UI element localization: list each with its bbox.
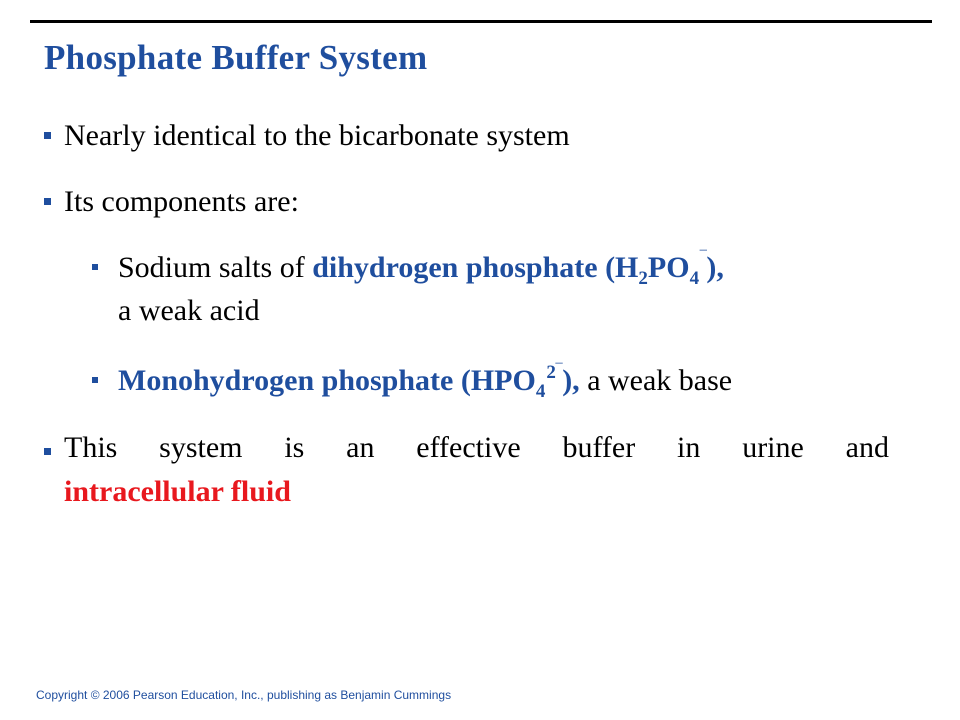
sub-bullet-line2: a weak acid xyxy=(118,294,260,327)
copyright-footer: Copyright © 2006 Pearson Education, Inc., publishing as Benjamin Cummings xyxy=(36,688,452,702)
term-text: Monohydrogen phosphate (HPO xyxy=(118,364,536,397)
sub-bullet-dihydrogen xyxy=(118,249,724,289)
dihydrogen-phosphate-term xyxy=(312,249,724,289)
word: system xyxy=(159,431,243,464)
bullet-nearly-identical xyxy=(64,118,570,154)
term-po: PO xyxy=(647,251,690,284)
bullet-text: Its components are: xyxy=(64,185,299,218)
sub-bullet-marker xyxy=(92,264,98,270)
bullet-marker xyxy=(44,198,51,205)
word: and xyxy=(845,431,889,464)
word: an xyxy=(346,431,375,464)
sub-bullet-marker xyxy=(92,377,98,383)
word: This xyxy=(64,431,118,464)
bullet-effective-buffer-line2 xyxy=(64,474,291,510)
sub-bullet-monohydrogen xyxy=(118,362,733,402)
charge-superscript: ‾ xyxy=(700,249,707,270)
bullet-components xyxy=(64,184,299,220)
sub-bullet-suffix: a weak base xyxy=(579,364,733,397)
sub-bullet-dihydrogen-line2 xyxy=(118,293,260,329)
term-close: ), xyxy=(562,364,580,397)
bullet-effective-buffer xyxy=(64,430,889,466)
word: buffer xyxy=(562,431,636,464)
bullet-marker xyxy=(44,448,51,455)
sub-bullet-prefix: Sodium salts of xyxy=(118,251,313,284)
bullet-text: Nearly identical to the bicarbonate system xyxy=(64,119,570,152)
bullet-marker xyxy=(44,132,51,139)
subscript-2: 2 xyxy=(638,268,648,289)
term-close: ), xyxy=(706,251,724,284)
word: is xyxy=(284,431,305,464)
charge-superscript: 2‾ xyxy=(546,362,563,383)
subscript-4: 4 xyxy=(535,381,546,402)
top-rule xyxy=(30,20,932,23)
term-text: dihydrogen phosphate (H xyxy=(312,251,639,284)
monohydrogen-phosphate-term xyxy=(118,362,580,402)
intracellular-fluid-term: intracellular fluid xyxy=(64,475,291,508)
word: in xyxy=(677,431,701,464)
subscript-4: 4 xyxy=(689,268,700,289)
word: effective xyxy=(416,431,521,464)
slide-title: Phosphate Buffer System xyxy=(44,38,428,77)
word: urine xyxy=(742,431,804,464)
